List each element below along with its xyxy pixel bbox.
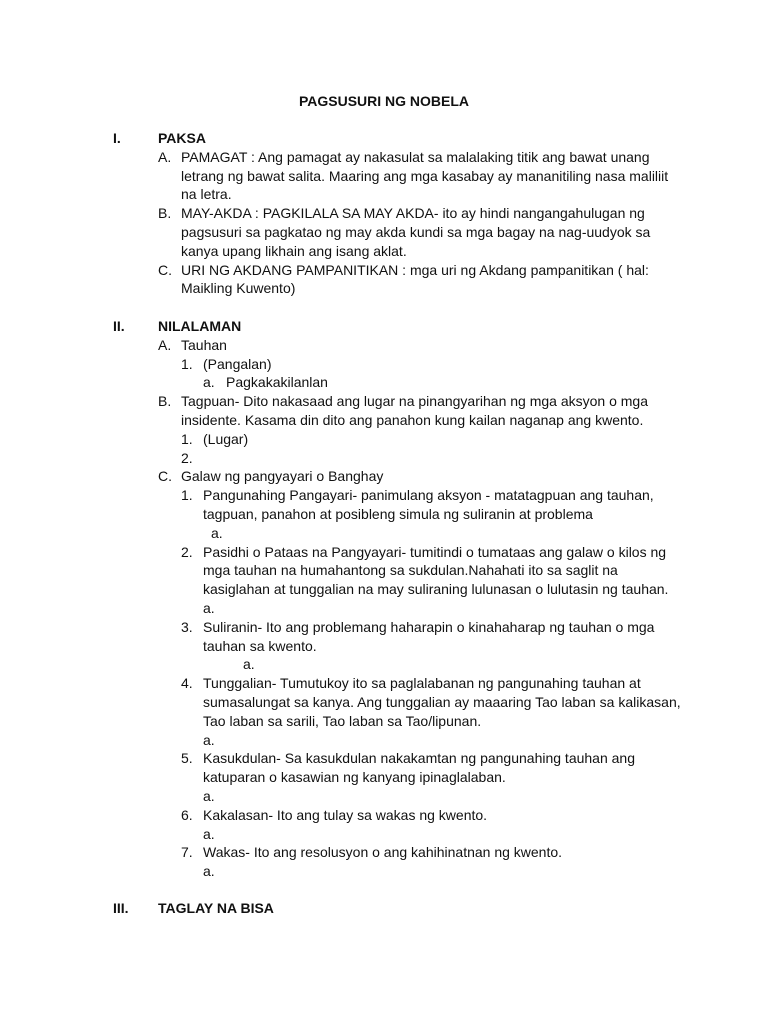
- sublist-item-text: Tao laban sa sarili, Tao laban sa Tao/lipunan.: [203, 712, 482, 729]
- sublist-marker: 1.: [181, 430, 193, 447]
- sublist-marker: 1.: [181, 355, 193, 372]
- empty-subitem-marker: a.: [243, 656, 255, 673]
- document-title: PAGSUSURI NG NOBELA: [298, 93, 470, 109]
- list-marker: A.: [158, 148, 172, 165]
- empty-subitem-marker: a.: [203, 825, 215, 842]
- list-item-text: PAMAGAT : Ang pamagat ay nakasulat sa malalaking titik ang bawat unang: [181, 148, 650, 165]
- sublist-item-text: tauhan sa kwento.: [203, 637, 317, 654]
- sublist-item-text: Kakalasan- Ito ang tulay sa wakas ng kwento.: [203, 806, 488, 823]
- list-marker: A.: [158, 336, 172, 353]
- list-item-text: Tauhan: [181, 336, 227, 353]
- subsublist-item-text: Pagkakakilanlan: [226, 374, 328, 391]
- sublist-item-text: Pangunahing Pangayari- panimulang aksyon - matatagpuan ang tauhan,: [203, 487, 654, 504]
- sublist-item-text: (Lugar): [203, 430, 249, 447]
- empty-subitem-marker: a.: [203, 600, 215, 616]
- sublist-item-text: Pasidhi o Pataas na Pangyayari- tumitindi o tumataas ang galaw o kilos ng: [203, 543, 667, 560]
- list-item-text: kanya upang likhain ang isang aklat.: [181, 242, 407, 259]
- section-heading: NILALAMAN: [158, 318, 242, 334]
- sublist-item-text: Kasukdulan- Sa kasukdulan nakakamtan ng pangunahing tauhan ang: [203, 750, 635, 767]
- list-marker: C.: [158, 468, 172, 485]
- sublist-marker: 6.: [181, 806, 193, 823]
- list-marker: B.: [158, 205, 172, 222]
- empty-subitem-marker: a.: [211, 524, 223, 541]
- list-marker: B.: [158, 393, 172, 410]
- section-numeral: II.: [113, 318, 125, 334]
- list-item-text: Tagpuan- Dito nakasaad ang lugar na pinangyarihan ng mga aksyon o mga: [181, 393, 648, 410]
- sublist-item-text: sumasalungat sa kanya. Ang tunggalian ay maaaring Tao laban sa kalikasan,: [203, 694, 681, 710]
- sublist-marker: 2.: [181, 543, 193, 560]
- list-item-text: letrang ng bawat salita. Maaring ang mga kasabay ay mananitiling nasa maliliit: [181, 167, 669, 184]
- list-item-text: Galaw ng pangyayari o Banghay: [181, 468, 384, 485]
- list-item-text: insidente. Kasama din dito ang panahon kung kailan naganap ang kwento.: [181, 412, 644, 428]
- empty-subitem-marker: a.: [203, 863, 215, 880]
- list-item-text: na letra.: [181, 186, 232, 203]
- sublist-marker: 1.: [181, 487, 193, 504]
- list-item-text: URI NG AKDANG PAMPANITIKAN : mga uri ng Akdang pampanitikan ( hal:: [181, 261, 649, 278]
- sublist-marker: 3.: [181, 618, 193, 635]
- list-item-text: pagsusuri sa pagkatao ng may akda kundi sa mga bagay na nag-uudyok sa: [181, 224, 651, 240]
- sublist-item-text: Tunggalian- Tumutukoy ito sa paglalabanan ng pangunahing tauhan at: [203, 675, 641, 692]
- list-marker: C.: [158, 261, 172, 278]
- sublist-marker: 7.: [181, 844, 193, 861]
- sublist-item-text: katuparan o kasawian ng kanyang ipinaglalaban.: [203, 769, 506, 786]
- sublist-item-text: kasiglahan at tunggalian na may suliraning lulunasan o lulutasin ng tauhan.: [203, 581, 669, 598]
- sublist-item-text: (Pangalan): [203, 355, 272, 372]
- list-item-text: MAY-AKDA : PAGKILALA SA MAY AKDA- ito ay hindi nangangahulugan ng: [181, 205, 645, 222]
- empty-subitem-marker: a.: [203, 731, 215, 748]
- sublist-marker: 5.: [181, 750, 193, 767]
- subsublist-marker: a.: [203, 374, 215, 391]
- section-numeral: III.: [113, 900, 129, 916]
- list-item-text: Maikling Kuwento): [181, 280, 296, 297]
- sublist-item-text: Wakas- Ito ang resolusyon o ang kahihinatnan ng kwento.: [203, 844, 563, 861]
- empty-subitem-marker: a.: [203, 788, 215, 804]
- section-numeral: I.: [113, 130, 121, 146]
- section-heading: PAKSA: [158, 130, 206, 146]
- sublist-marker: 4.: [181, 675, 193, 692]
- sublist-item-text: Suliranin- Ito ang problemang haharapin o kinahaharap ng tauhan o mga: [203, 618, 655, 635]
- sublist-item-text: mga tauhan na humahantong sa sukdulan.Nahahati ito sa saglit na: [203, 562, 618, 579]
- sublist-item-text: tagpuan, panahon at posibleng simula ng suliranin at problema: [203, 506, 593, 522]
- sublist-marker: 2.: [181, 449, 193, 466]
- section-heading: TAGLAY NA BISA: [158, 900, 274, 916]
